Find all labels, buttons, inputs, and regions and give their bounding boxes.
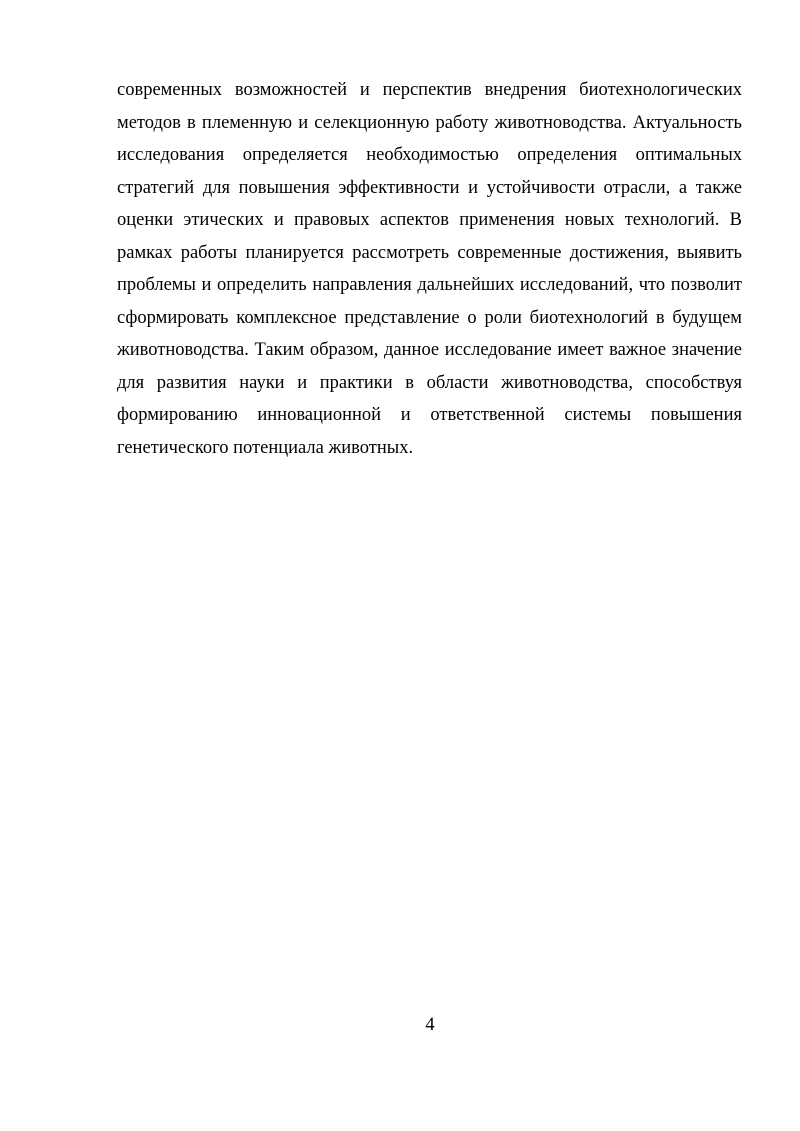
body-paragraph [117, 74, 742, 464]
paragraph-line: формированию инновационной и ответственной системы повышения [117, 405, 742, 425]
page-number: 4 [425, 1015, 435, 1035]
paragraph-line: проблемы и определить направления дальнейших исследований, что позволит [117, 275, 742, 295]
paragraph-line: сформировать комплексное представление о роли биотехнологий в будущем [117, 307, 742, 328]
paragraph-line: рамках работы планируется рассмотреть современные достижения, выявить [117, 242, 742, 263]
paragraph-line: для развития науки и практики в области животноводства, способствуя [117, 372, 742, 393]
paragraph-line: методов в племенную и селекционную работу животноводства. Актуальность [117, 112, 742, 133]
paragraph-line: животноводства. Таким образом, данное исследование имеет важное значение [117, 340, 742, 360]
paragraph-line: современных возможностей и перспектив внедрения биотехнологических [117, 80, 742, 100]
paragraph-line: исследования определяется необходимостью определения оптимальных [117, 145, 742, 165]
paragraph-line: оценки этических и правовых аспектов применения новых технологий. В [117, 210, 742, 230]
paragraph-line: генетического потенциала животных. [117, 437, 414, 458]
paragraph-line: стратегий для повышения эффективности и устойчивости отрасли, а также [117, 177, 742, 198]
